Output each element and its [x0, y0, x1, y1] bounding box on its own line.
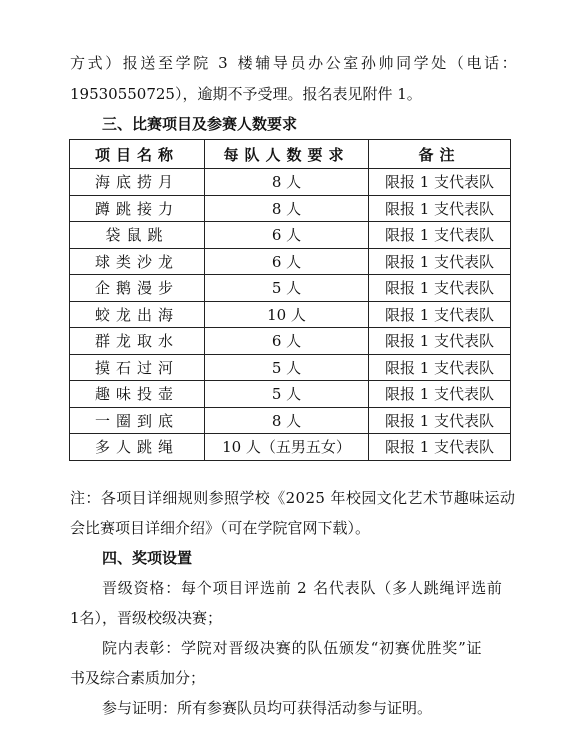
event-name-cell: 多人跳绳 — [70, 434, 205, 461]
commendation-line-2: 书及综合素质加分； — [70, 669, 206, 687]
remarks-cell: 限报 1 支代表队 — [369, 169, 511, 196]
team-size-cell: 10 人 — [205, 301, 369, 328]
table-row — [70, 354, 511, 381]
team-size-cell: 6 人 — [205, 328, 369, 355]
team-size-cell: 5 人 — [205, 354, 369, 381]
table-header-row — [70, 140, 511, 169]
remarks-cell: 限报 1 支代表队 — [369, 222, 511, 249]
remarks-cell: 限报 1 支代表队 — [369, 407, 511, 434]
event-name-cell: 蛟龙出海 — [70, 301, 205, 328]
event-name-cell: 企鹅漫步 — [70, 275, 205, 302]
event-name-cell: 一圈到底 — [70, 407, 205, 434]
table-row — [70, 301, 511, 328]
team-size-cell: 8 人 — [205, 195, 369, 222]
section-3-title: 三、比赛项目及参赛人数要求 — [102, 115, 298, 133]
team-size-cell: 6 人 — [205, 248, 369, 275]
team-size-cell: 8 人 — [205, 169, 369, 196]
table-row — [70, 169, 511, 196]
event-name-cell: 袋鼠跳 — [70, 222, 205, 249]
team-size-cell: 5 人 — [205, 381, 369, 408]
commendation-line-1: 院内表彰：学院对晋级决赛的队伍颁发“初赛优胜奖”证 — [102, 639, 483, 657]
table-row — [70, 328, 511, 355]
remarks-cell: 限报 1 支代表队 — [369, 275, 511, 302]
remarks-cell: 限报 1 支代表队 — [369, 301, 511, 328]
event-name-cell: 球类沙龙 — [70, 248, 205, 275]
header-event-name: 项目名称 — [70, 140, 205, 169]
table-row — [70, 222, 511, 249]
remarks-cell: 限报 1 支代表队 — [369, 195, 511, 222]
remarks-cell: 限报 1 支代表队 — [369, 328, 511, 355]
event-name-cell: 群龙取水 — [70, 328, 205, 355]
note-line-1: 注：各项目详细规则参照学校《2025 年校园文化艺术节趣味运动 — [70, 489, 516, 507]
header-remarks: 备注 — [369, 140, 511, 169]
note-line-2: 会比赛项目详细介绍》（可在学院官网下载）。 — [70, 519, 371, 537]
header-team-size: 每队人数要求 — [205, 140, 369, 169]
participation-line: 参与证明：所有参赛队员均可获得活动参与证明。 — [102, 699, 433, 717]
qualification-line-2: 1名），晋级校级决赛； — [70, 609, 223, 627]
table-row — [70, 434, 511, 461]
table-row — [70, 381, 511, 408]
section-4-title: 四、奖项设置 — [102, 549, 193, 567]
event-name-cell: 摸石过河 — [70, 354, 205, 381]
table-row — [70, 248, 511, 275]
intro-line-1: 方式）报送至学院 3 楼辅导员办公室孙帅同学处（电话： — [70, 54, 520, 72]
table-row — [70, 407, 511, 434]
remarks-cell: 限报 1 支代表队 — [369, 381, 511, 408]
team-size-cell: 10 人（五男五女） — [205, 434, 369, 461]
intro-line-2: 19530550725），逾期不予受理。报名表见附件 1。 — [70, 85, 422, 103]
event-name-cell: 海底捞月 — [70, 169, 205, 196]
qualification-line-1: 晋级资格：每个项目评选前 2 名代表队（多人跳绳评选前 — [102, 579, 503, 597]
table-row — [70, 275, 511, 302]
remarks-cell: 限报 1 支代表队 — [369, 248, 511, 275]
table-row — [70, 195, 511, 222]
remarks-cell: 限报 1 支代表队 — [369, 354, 511, 381]
team-size-cell: 5 人 — [205, 275, 369, 302]
remarks-cell: 限报 1 支代表队 — [369, 434, 511, 461]
team-size-cell: 8 人 — [205, 407, 369, 434]
events-table — [69, 139, 511, 461]
event-name-cell: 趣味投壶 — [70, 381, 205, 408]
event-name-cell: 蹲跳接力 — [70, 195, 205, 222]
team-size-cell: 6 人 — [205, 222, 369, 249]
